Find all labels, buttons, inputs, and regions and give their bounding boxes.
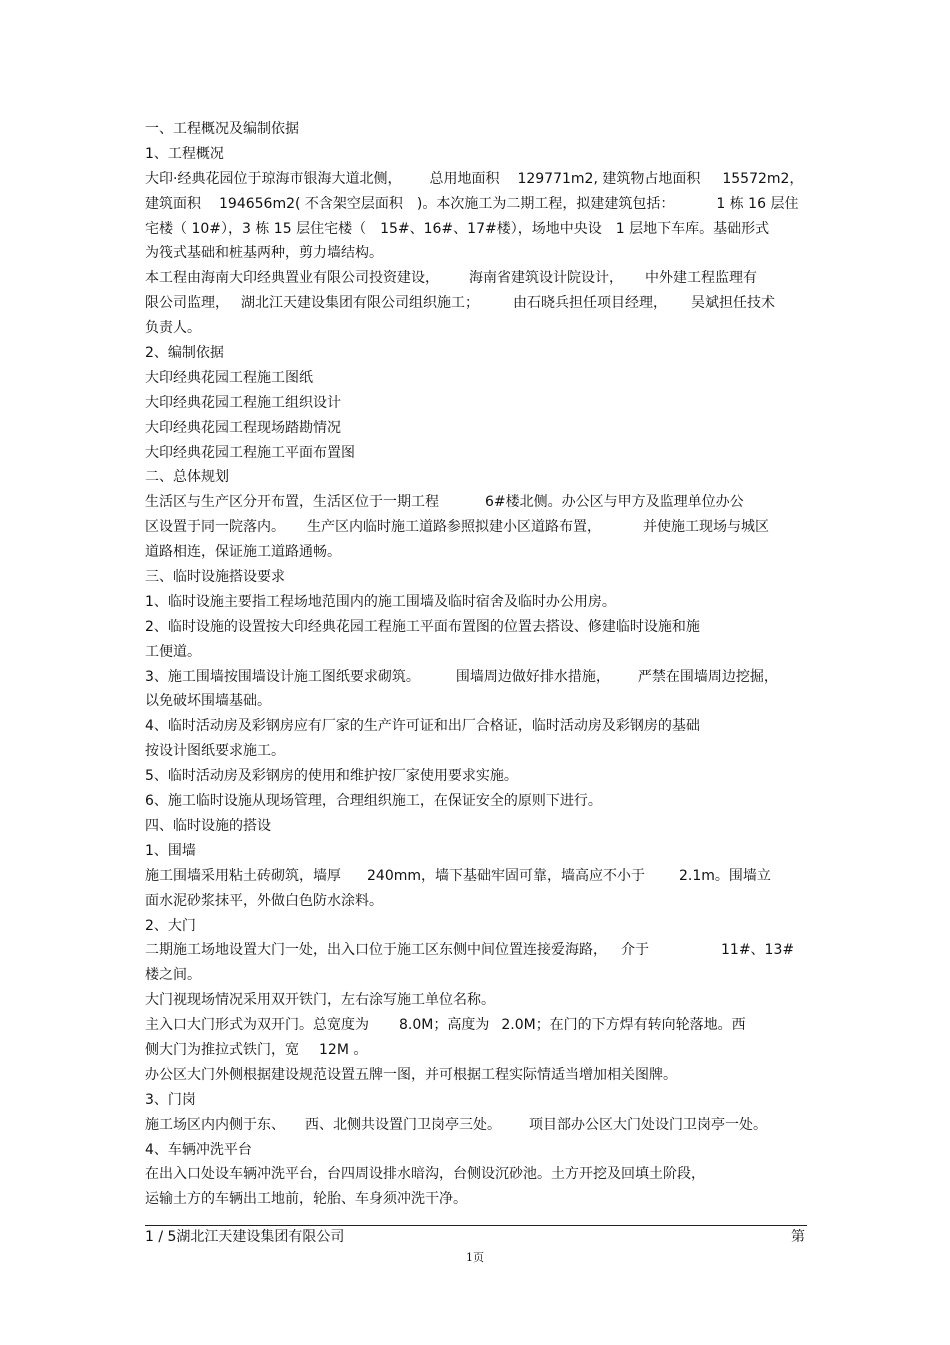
footer-page-prefix: 第 bbox=[791, 1229, 805, 1245]
paragraph-line: 负责人。 bbox=[145, 320, 201, 337]
paragraph-line: 为筏式基础和桩基两种，剪力墙结构。 bbox=[145, 245, 383, 262]
list-item: 5、临时活动房及彩钢房的使用和维护按厂家使用要求实施。 bbox=[145, 768, 518, 785]
paragraph-line: 以免破坏围墙基础。 bbox=[145, 693, 271, 710]
list-item: 4、临时活动房及彩钢房应有厂家的生产许可证和出厂合格证，临时活动房及彩钢房的基础 bbox=[145, 718, 700, 735]
page-number: 1页 bbox=[466, 1251, 484, 1264]
list-item: 1、临时设施主要指工程场地范围内的施工围墙及临时宿舍及临时办公用房。 bbox=[145, 593, 616, 610]
list-item: 2、临时设施的设置按大印经典花园工程施工平面布置图的位置去搭设、修建临时设施和施 bbox=[145, 618, 700, 635]
subsection-heading: 4、车辆冲洗平台 bbox=[145, 1141, 252, 1158]
document-body bbox=[145, 117, 810, 1212]
paragraph-line: 在出入口处设车辆冲洗平台，台四周设排水暗沟，台侧设沉砂池。土方开挖及回填土阶段， bbox=[145, 1166, 705, 1183]
paragraph-line: 宅楼（ 10#），3 栋 15 层住宅楼（ 15#、16#、17#楼），场地中央设 1 层地下车库。基础形式 bbox=[145, 220, 770, 237]
paragraph-line: 办公区大门外侧根据建设规范设置五牌一图，并可根据工程实际情适当增加相关图牌。 bbox=[145, 1066, 677, 1083]
paragraph-line: 施工场区内内侧于东、 西、北侧共设置门卫岗亭三处。 项目部办公区大门处设门卫岗亭一处。 bbox=[145, 1116, 767, 1133]
list-item: 大印经典花园工程施工组织设计 bbox=[145, 394, 341, 411]
paragraph-line: 面水泥砂浆抹平，外做白色防水涂料。 bbox=[145, 892, 383, 909]
subsection-heading: 1、围墙 bbox=[145, 842, 196, 859]
paragraph-line: 施工围墙采用粘土砖砌筑，墙厚 240mm，墙下基础牢固可靠，墙高应不小于 2.1m。围墙立 bbox=[145, 867, 771, 884]
paragraph-line: 本工程由海南大印经典置业有限公司投资建设， 海南省建筑设计院设计， 中外建工程监理有 bbox=[145, 270, 757, 287]
paragraph-line: 建筑面积 194656m2( 不含架空层面积 )。本次施工为二期工程，拟建建筑包括： 1 栋 16 层住 bbox=[145, 195, 799, 212]
subsection-heading: 3、门岗 bbox=[145, 1091, 196, 1108]
subsection-heading: 2、编制依据 bbox=[145, 345, 224, 362]
paragraph-line: 主入口大门形式为双开门。总宽度为 8.0M；高度为 2.0M；在门的下方焊有转向轮落地。西 bbox=[145, 1017, 746, 1034]
list-item: 3、施工围墙按围墙设计施工图纸要求砌筑。 围墙周边做好排水措施， 严禁在围墙周边挖掘， bbox=[145, 668, 778, 685]
list-item: 大印经典花园工程施工平面布置图 bbox=[145, 444, 355, 461]
paragraph-line: 工便道。 bbox=[145, 643, 201, 660]
paragraph-line: 大印·经典花园位于琼海市银海大道北侧， 总用地面积 129771m2, 建筑物占地面积 15572m2， bbox=[145, 170, 804, 187]
list-item: 大印经典花园工程现场踏勘情况 bbox=[145, 419, 341, 436]
footer-divider bbox=[145, 1225, 807, 1226]
subsection-heading: 1、工程概况 bbox=[145, 145, 224, 162]
paragraph-line: 楼之间。 bbox=[145, 967, 201, 984]
paragraph-line: 按设计图纸要求施工。 bbox=[145, 743, 285, 760]
paragraph-line: 二期施工场地设置大门一处，出入口位于施工区东侧中间位置连接爱海路， 介于 11#、13# bbox=[145, 942, 795, 959]
paragraph-line: 生活区与生产区分开布置，生活区位于一期工程 6#楼北侧。办公区与甲方及监理单位办公 bbox=[145, 494, 744, 511]
subsection-heading: 2、大门 bbox=[145, 917, 196, 934]
list-item: 6、施工临时设施从现场管理，合理组织施工，在保证安全的原则下进行。 bbox=[145, 793, 602, 810]
paragraph-line: 运输土方的车辆出工地前，轮胎、车身须冲洗干净。 bbox=[145, 1191, 467, 1208]
section-heading: 二、总体规划 bbox=[145, 469, 229, 486]
paragraph-line: 限公司监理， 湖北江天建设集团有限公司组织施工； 由石晓兵担任项目经理， 吴斌担任技术 bbox=[145, 295, 775, 312]
list-item: 大印经典花园工程施工图纸 bbox=[145, 369, 313, 386]
footer-company: 1 / 5湖北江天建设集团有限公司 bbox=[145, 1229, 345, 1245]
paragraph-line: 区设置于同一院落内。 生产区内临时施工道路参照拟建小区道路布置， 并使施工现场与城区 bbox=[145, 519, 769, 536]
paragraph-line: 侧大门为推拉式铁门，宽 12M 。 bbox=[145, 1041, 368, 1058]
section-heading: 三、临时设施搭设要求 bbox=[145, 569, 285, 586]
section-heading: 四、临时设施的搭设 bbox=[145, 817, 271, 834]
paragraph-line: 大门视现场情况采用双开铁门，左右涂写施工单位名称。 bbox=[145, 992, 495, 1009]
paragraph-line: 道路相连，保证施工道路通畅。 bbox=[145, 544, 341, 561]
section-heading: 一、工程概况及编制依据 bbox=[145, 121, 299, 137]
